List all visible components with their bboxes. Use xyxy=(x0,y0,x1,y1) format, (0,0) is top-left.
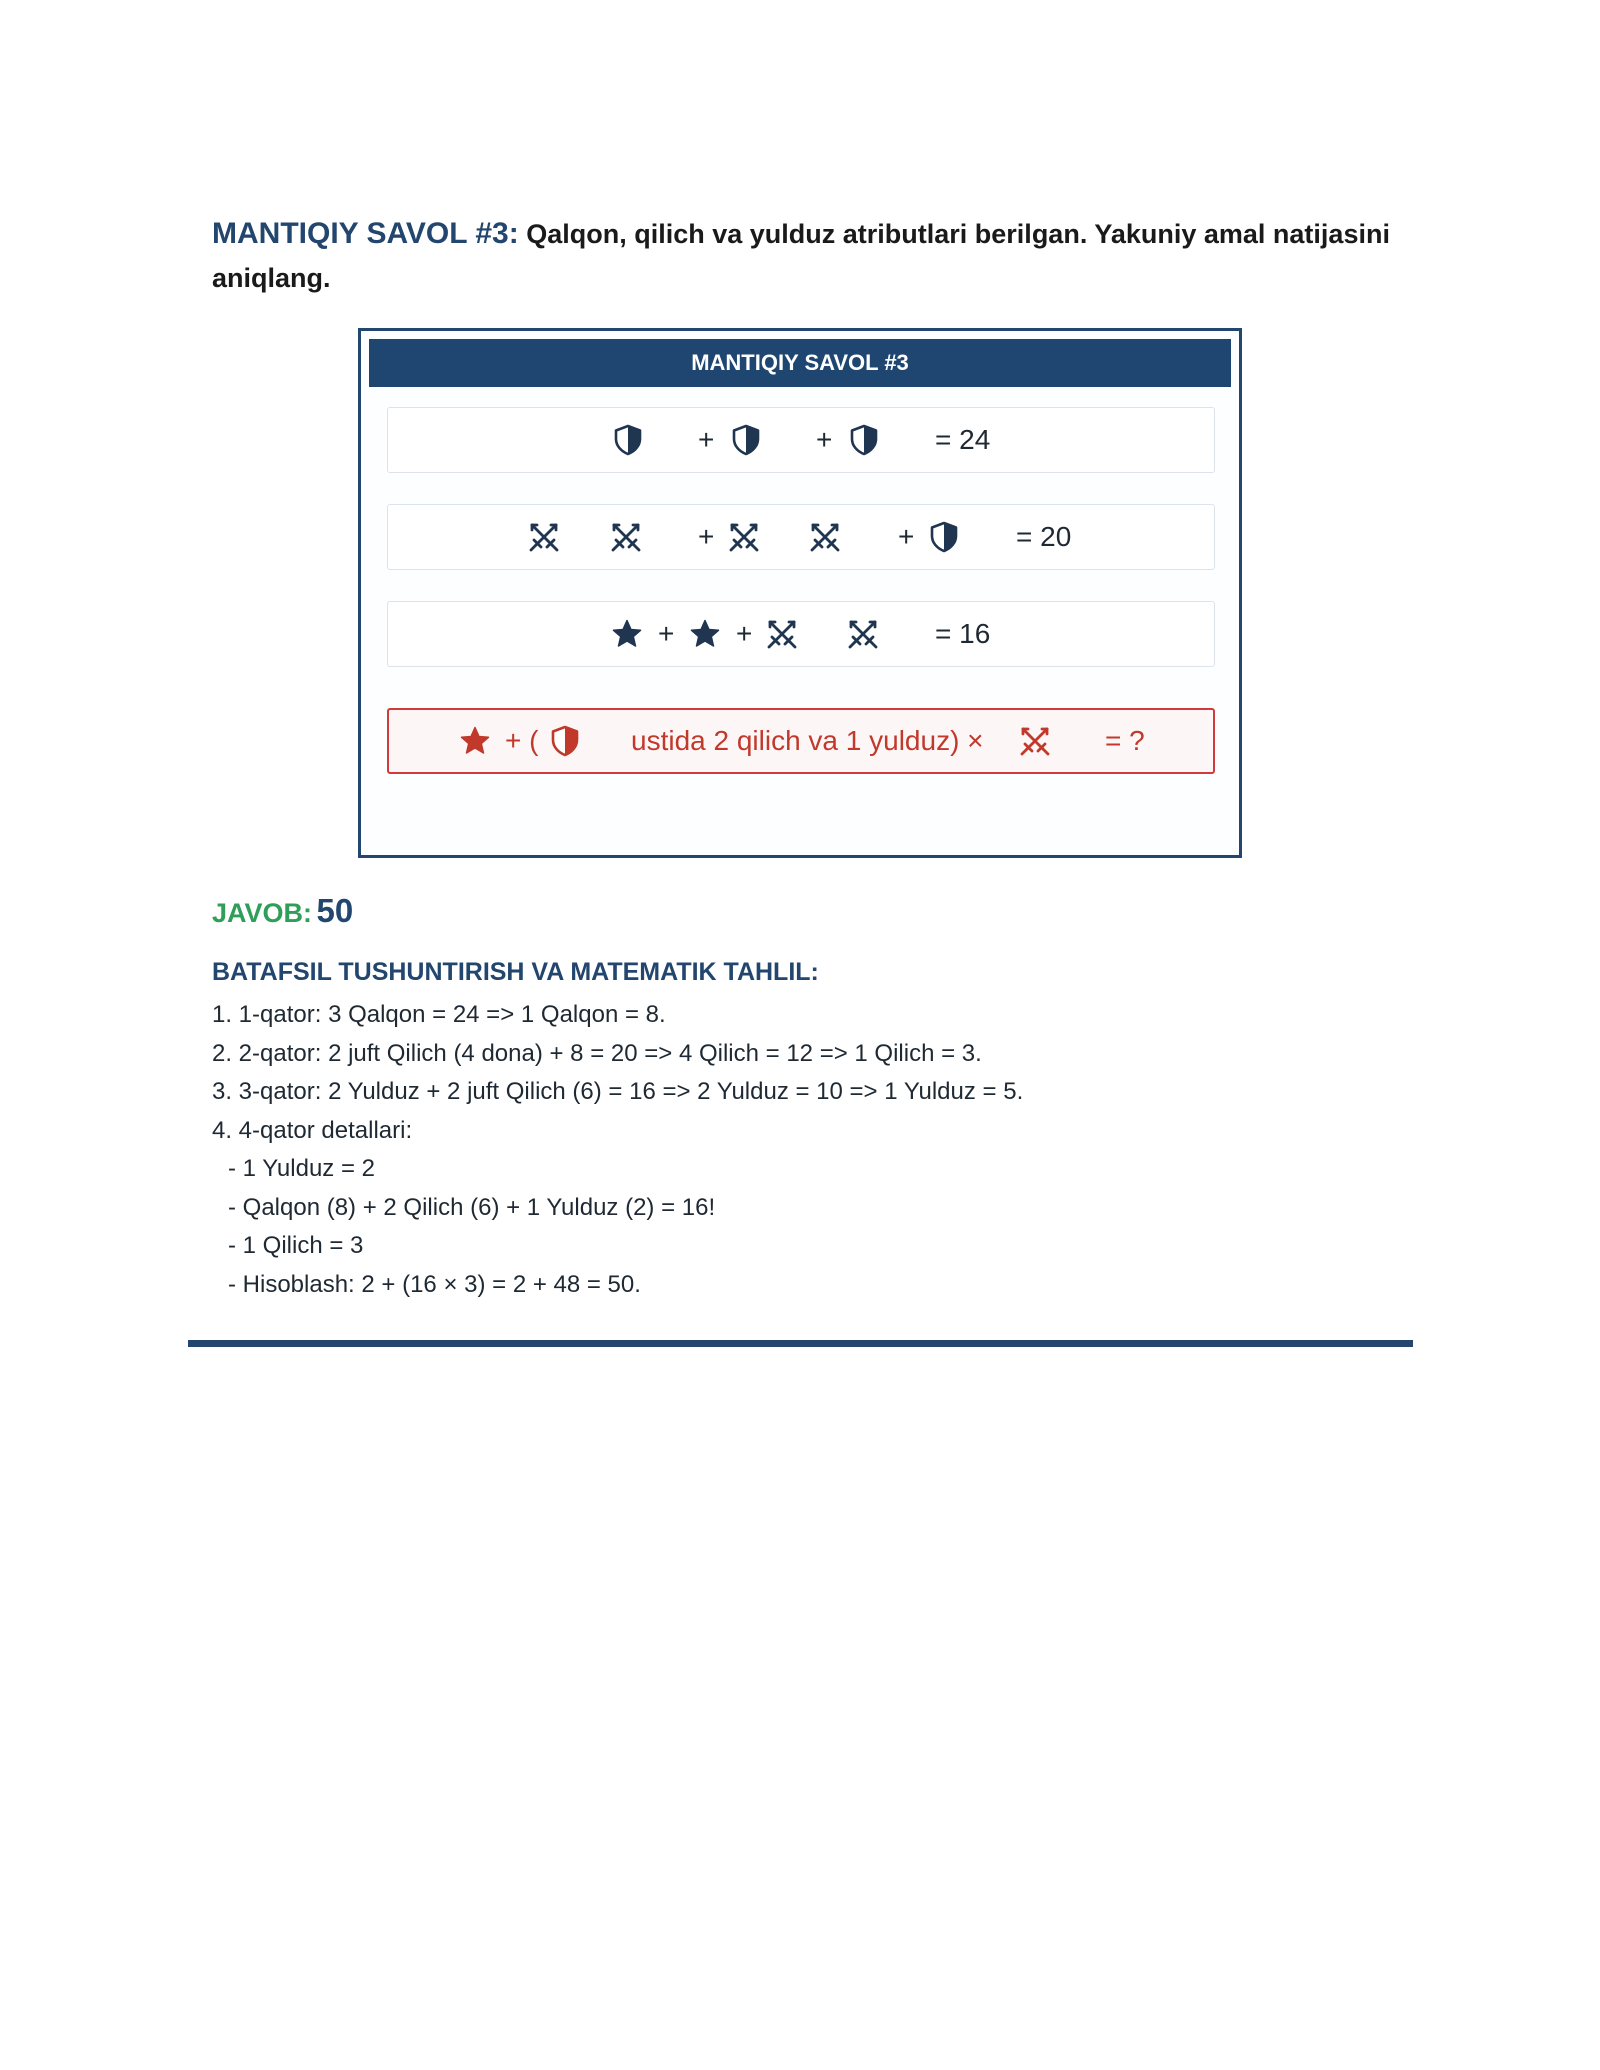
final-text: ustida 2 qilich va 1 yulduz) × xyxy=(631,725,984,756)
crossed-swords-icon xyxy=(728,521,760,553)
answer-value: 50 xyxy=(316,892,354,929)
plus-sign: + xyxy=(898,521,915,552)
plus-sign: + xyxy=(698,521,715,552)
answer-label: JAVOB: xyxy=(212,898,313,928)
crossed-swords-icon xyxy=(809,521,841,553)
shield-icon xyxy=(848,424,880,456)
plus-sign: + xyxy=(816,424,833,455)
shield-icon xyxy=(730,424,762,456)
explanation-subline: - Hisoblash: 2 + (16 × 3) = 2 + 48 = 50. xyxy=(228,1270,641,1298)
section-divider xyxy=(188,1340,1413,1347)
explanation-subline: - 1 Qilich = 3 xyxy=(228,1232,364,1259)
final-result: = ? xyxy=(1105,725,1145,756)
plus-sign: + xyxy=(736,618,753,649)
question-label: MANTIQIY SAVOL #3: xyxy=(212,217,519,250)
shield-icon xyxy=(928,521,960,553)
plus-sign: + xyxy=(658,618,675,649)
puzzle-title: MANTIQIY SAVOL #3 xyxy=(369,339,1231,387)
crossed-swords-icon xyxy=(766,618,798,650)
equation-row-3 xyxy=(387,601,1215,667)
plus-paren: + ( xyxy=(505,725,539,756)
explanation-title: BATAFSIL TUSHUNTIRISH VA MATEMATIK TAHLIL: xyxy=(212,958,819,986)
row-result: = 20 xyxy=(1016,521,1072,552)
star-icon xyxy=(459,725,491,757)
shield-icon xyxy=(612,424,644,456)
star-icon xyxy=(689,618,721,650)
puzzle-card xyxy=(358,328,1242,858)
explanation-line: 1. 1-qator: 3 Qalqon = 24 => 1 Qalqon = 8. xyxy=(212,1001,666,1028)
explanation-list xyxy=(212,996,1023,1304)
crossed-swords-icon xyxy=(1019,725,1051,757)
explanation-line: 4. 4-qator detallari: xyxy=(212,1116,413,1144)
explanation-line: 3. 3-qator: 2 Yulduz + 2 juft Qilich (6) = 16 => 2 Yulduz = 10 => 1 Yulduz = 5. xyxy=(212,1078,1024,1105)
row-result: = 24 xyxy=(935,424,991,455)
star-icon xyxy=(611,618,643,650)
equation-row-1 xyxy=(387,407,1215,473)
equation-row-2 xyxy=(387,504,1215,570)
final-equation-row xyxy=(387,708,1215,774)
crossed-swords-icon xyxy=(610,521,642,553)
crossed-swords-icon xyxy=(847,618,879,650)
explanation-line: 2. 2-qator: 2 juft Qilich (4 dona) + 8 = 20 => 4 Qilich = 12 => 1 Qilich = 3. xyxy=(212,1039,982,1067)
shield-icon xyxy=(549,725,581,757)
explanation-subline: - Qalqon (8) + 2 Qilich (6) + 1 Yulduz (2) = 16! xyxy=(228,1193,716,1221)
explanation-subline: - 1 Yulduz = 2 xyxy=(228,1155,375,1182)
question-body: Qalqon, qilich va yulduz atributlari berilgan. Yakuniy amal natijasini aniqlang. xyxy=(212,219,1390,293)
crossed-swords-icon xyxy=(528,521,560,553)
question-text xyxy=(212,212,1412,300)
row-result: = 16 xyxy=(935,618,991,649)
plus-sign: + xyxy=(698,424,715,455)
answer xyxy=(212,892,353,930)
